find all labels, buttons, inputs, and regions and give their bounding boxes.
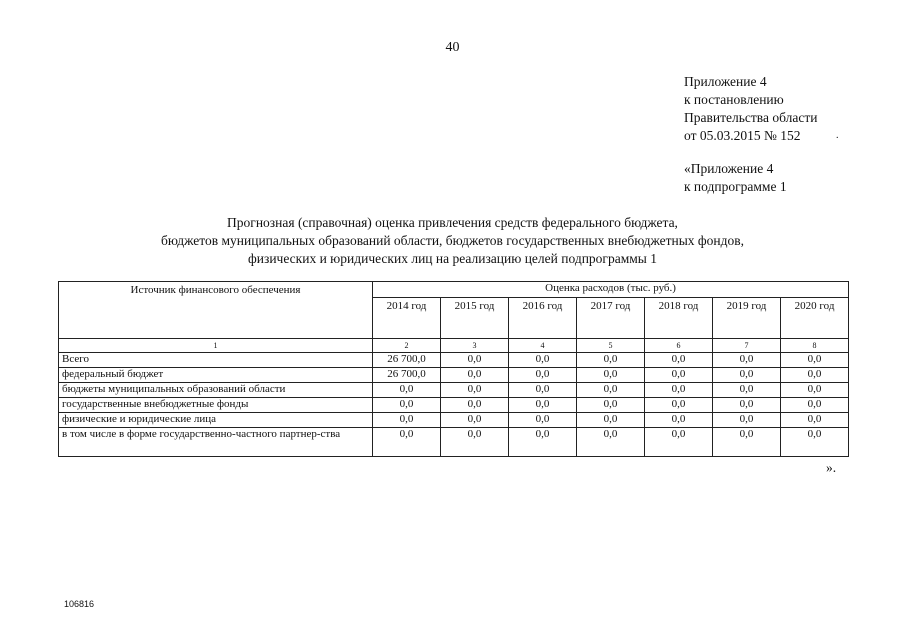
- year-header: 2018 год: [645, 297, 713, 338]
- row-value: 0,0: [509, 398, 577, 413]
- row-value: 0,0: [645, 398, 713, 413]
- column-number: 5: [577, 339, 645, 353]
- row-value: 0,0: [577, 368, 645, 383]
- table-row: [59, 413, 849, 428]
- row-value: 0,0: [781, 353, 849, 368]
- expenses-group-header: Оценка расходов (тыс. руб.): [373, 282, 849, 298]
- row-value: 0,0: [645, 383, 713, 398]
- row-source: федеральный бюджет: [59, 368, 373, 383]
- appendix-sub-block: [684, 160, 787, 196]
- row-value: 0,0: [509, 413, 577, 428]
- row-value: 0,0: [781, 398, 849, 413]
- appendix-line: Правительства области: [684, 110, 818, 125]
- row-value: 0,0: [373, 383, 441, 398]
- row-value: 0,0: [713, 413, 781, 428]
- row-value: 0,0: [373, 398, 441, 413]
- year-header: 2020 год: [781, 297, 849, 338]
- funding-table: [58, 281, 849, 457]
- row-value: 0,0: [781, 428, 849, 457]
- row-value: 0,0: [781, 383, 849, 398]
- page-number: 40: [445, 40, 460, 55]
- column-number: 8: [781, 339, 849, 353]
- table-row: [59, 353, 849, 368]
- row-value: 0,0: [713, 428, 781, 457]
- row-value: 0,0: [577, 353, 645, 368]
- table-row: [59, 383, 849, 398]
- row-value: 0,0: [713, 353, 781, 368]
- appendix-block: [684, 73, 839, 145]
- year-header: 2016 год: [509, 297, 577, 338]
- title-line: бюджетов муниципальных образований области, бюджетов государственных внебюджетных фондов,: [160, 233, 745, 248]
- closing-quote-mark: ».: [826, 460, 837, 475]
- document-code: 106816: [64, 599, 95, 609]
- row-value: 0,0: [577, 383, 645, 398]
- row-value: 0,0: [645, 353, 713, 368]
- appendix-line: к постановлению: [684, 92, 784, 107]
- row-value: 0,0: [713, 368, 781, 383]
- row-source: в том числе в форме государственно-частного партнер-ства: [59, 428, 373, 457]
- year-header: 2015 год: [441, 297, 509, 338]
- year-header: 2019 год: [713, 297, 781, 338]
- title-line: физических и юридических лиц на реализацию целей подпрограммы 1: [248, 251, 657, 266]
- row-value: 26 700,0: [373, 353, 441, 368]
- row-value: 0,0: [441, 398, 509, 413]
- row-source: государственные внебюджетные фонды: [59, 398, 373, 413]
- row-value: 0,0: [645, 413, 713, 428]
- source-header: Источник финансового обеспечения: [59, 282, 373, 339]
- row-value: 0,0: [373, 413, 441, 428]
- column-number: 7: [713, 339, 781, 353]
- row-value: 0,0: [577, 428, 645, 457]
- row-value: 0,0: [441, 413, 509, 428]
- column-number: 1: [59, 339, 373, 353]
- row-value: 26 700,0: [373, 368, 441, 383]
- row-value: 0,0: [441, 383, 509, 398]
- row-source: Всего: [59, 353, 373, 368]
- row-value: 0,0: [509, 428, 577, 457]
- row-value: 0,0: [509, 353, 577, 368]
- row-value: 0,0: [781, 413, 849, 428]
- row-value: 0,0: [781, 368, 849, 383]
- appendix-sub-line: «Приложение 4: [684, 161, 774, 176]
- row-value: 0,0: [645, 368, 713, 383]
- row-value: 0,0: [441, 368, 509, 383]
- title-line: Прогнозная (справочная) оценка привлечения средств федерального бюджета,: [227, 215, 678, 230]
- column-number: 2: [373, 339, 441, 353]
- row-value: 0,0: [645, 428, 713, 457]
- column-number: 4: [509, 339, 577, 353]
- row-value: 0,0: [373, 428, 441, 457]
- appendix-line: от 05.03.2015 № 152: [684, 128, 801, 143]
- row-value: 0,0: [577, 398, 645, 413]
- row-source: физические и юридические лица: [59, 413, 373, 428]
- row-value: 0,0: [577, 413, 645, 428]
- document-title: [0, 214, 905, 268]
- row-source: бюджеты муниципальных образований области: [59, 383, 373, 398]
- table-row: [59, 428, 849, 457]
- table-row: [59, 368, 849, 383]
- appendix-line: Приложение 4: [684, 74, 767, 89]
- stray-dot: .: [836, 130, 839, 141]
- row-value: 0,0: [713, 398, 781, 413]
- year-header: 2017 год: [577, 297, 645, 338]
- column-number: 3: [441, 339, 509, 353]
- row-value: 0,0: [509, 383, 577, 398]
- year-header: 2014 год: [373, 297, 441, 338]
- row-value: 0,0: [441, 428, 509, 457]
- table-row: [59, 398, 849, 413]
- appendix-sub-line: к подпрограмме 1: [684, 179, 787, 194]
- row-value: 0,0: [441, 353, 509, 368]
- row-value: 0,0: [713, 383, 781, 398]
- column-number: 6: [645, 339, 713, 353]
- row-value: 0,0: [509, 368, 577, 383]
